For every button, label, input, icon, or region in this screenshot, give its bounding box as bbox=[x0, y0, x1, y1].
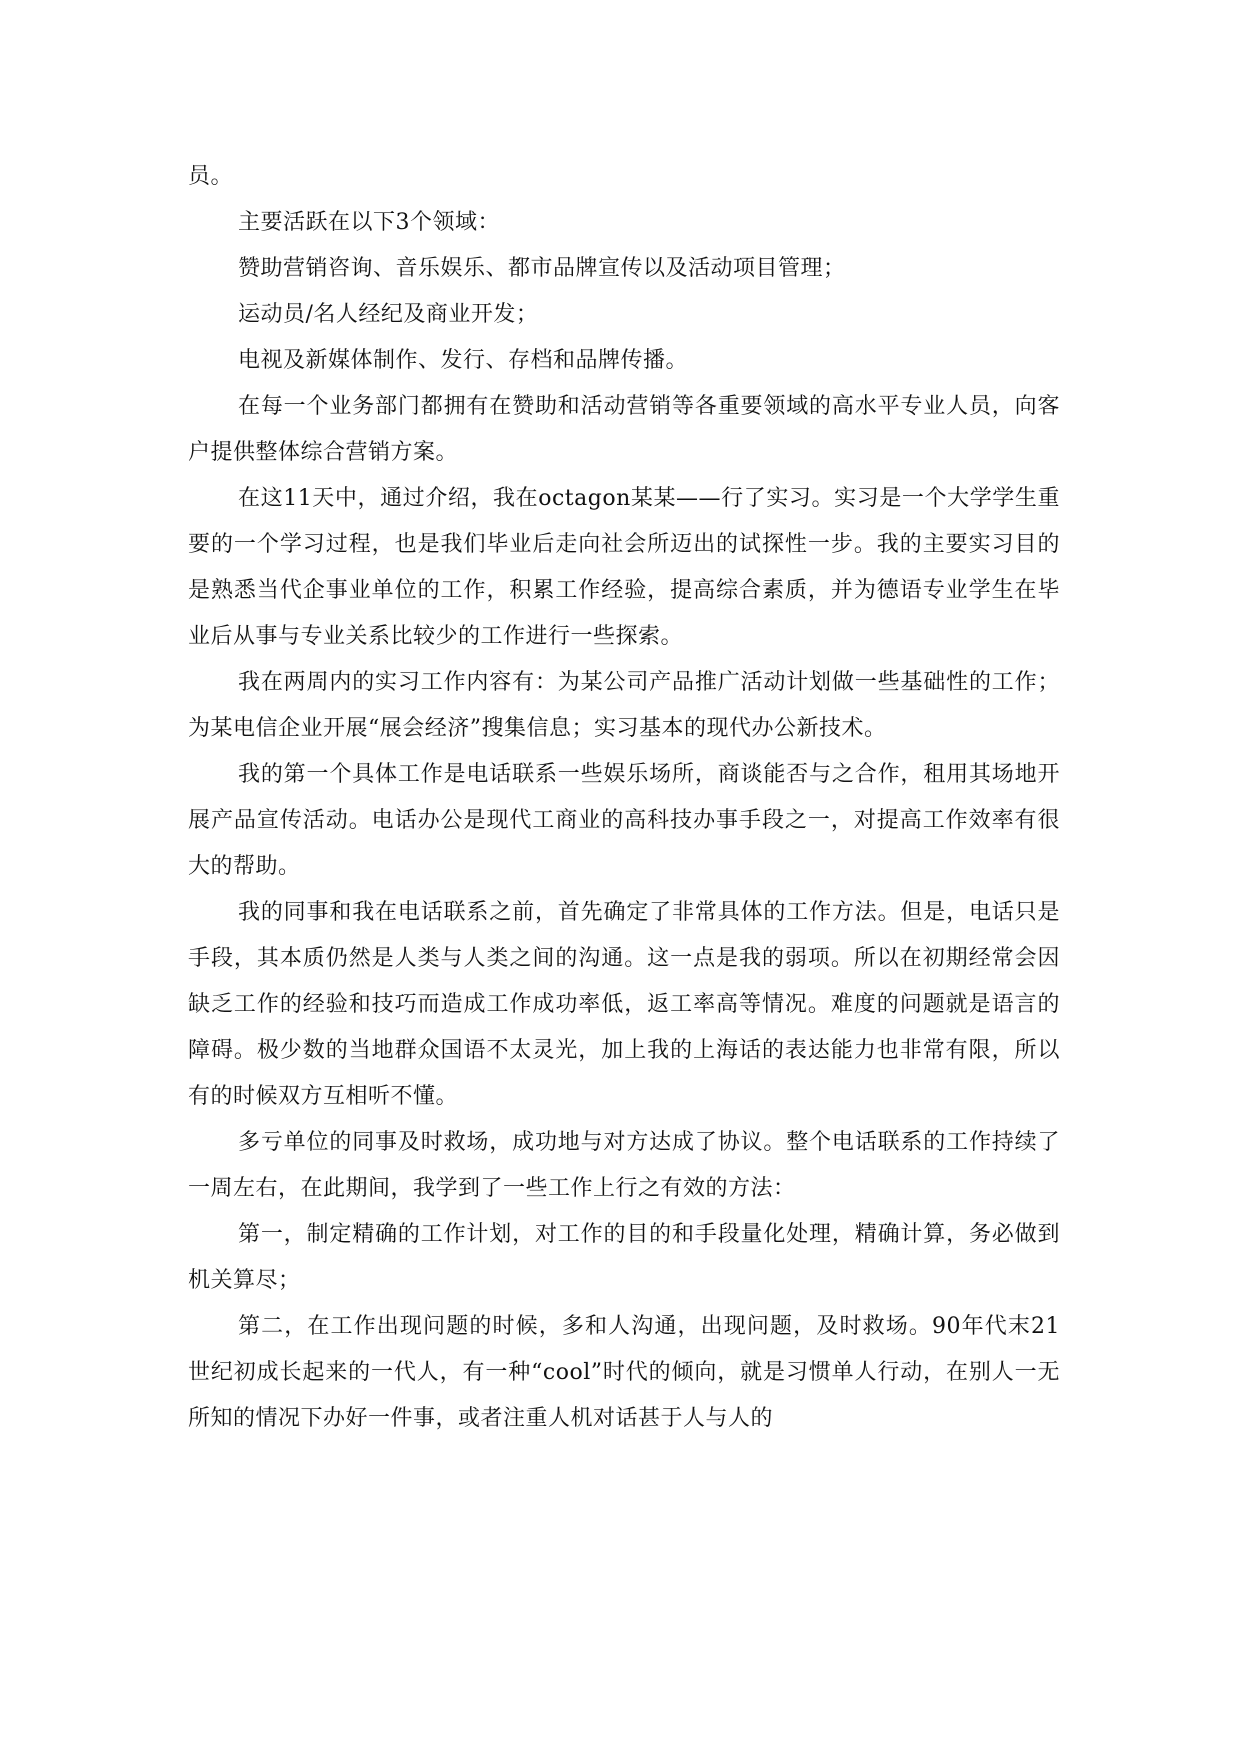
paragraph-6: 在这11天中，通过介绍，我在octagon某某——行了实习。实习是一个大学学生重要的一个学习过程，也是我们毕业后走向社会所迈出的试探性一步。我的主要实习目的是熟悉当代企事业单位的工作，积累工作经验，提高综合素质，并为德语专业学生在毕业后从事与专业关系比较少的工作进行一些探索。 bbox=[188, 486, 1060, 649]
paragraph-8: 我的第一个具体工作是电话联系一些娱乐场所，商谈能否与之合作，租用其场地开展产品宣传活动。电话办公是现代工商业的高科技办事手段之一，对提高工作效率有很大的帮助。 bbox=[188, 762, 1060, 879]
document-body bbox=[188, 154, 1060, 1442]
paragraph-7: 我在两周内的实习工作内容有：为某公司产品推广活动计划做一些基础性的工作；为某电信企业开展“展会经济”搜集信息；实习基本的现代办公新技术。 bbox=[188, 670, 1060, 741]
paragraph-5: 在每一个业务部门都拥有在赞助和活动营销等各重要领域的高水平专业人员，向客户提供整体综合营销方案。 bbox=[188, 394, 1060, 465]
paragraph-11: 第一，制定精确的工作计划，对工作的目的和手段量化处理，精确计算，务必做到机关算尽； bbox=[188, 1222, 1060, 1293]
paragraph-1: 主要活跃在以下3个领域： bbox=[238, 210, 500, 235]
paragraph-2: 赞助营销咨询、音乐娱乐、都市品牌宣传以及活动项目管理； bbox=[238, 256, 846, 281]
paragraph-0: 员。 bbox=[188, 164, 234, 189]
paragraph-12: 第二，在工作出现问题的时候，多和人沟通，出现问题，及时救场。90年代末21世纪初成长起来的一代人，有一种“cool”时代的倾向，就是习惯单人行动，在别人一无所知的情况下办好一件事，或者注重人机对话甚于人与人的 bbox=[188, 1314, 1060, 1431]
paragraph-4: 电视及新媒体制作、发行、存档和品牌传播。 bbox=[238, 348, 689, 373]
paragraph-9: 我的同事和我在电话联系之前，首先确定了非常具体的工作方法。但是，电话只是手段，其本质仍然是人类与人类之间的沟通。这一点是我的弱项。所以在初期经常会因缺乏工作的经验和技巧而造成工作成功率低，返工率高等情况。难度的问题就是语言的障碍。极少数的当地群众国语不太灵光，加上我的上海话的表达能力也非常有限，所以有的时候双方互相听不懂。 bbox=[188, 900, 1060, 1109]
paragraph-3: 运动员/名人经纪及商业开发； bbox=[238, 302, 539, 327]
paragraph-10: 多亏单位的同事及时救场，成功地与对方达成了协议。整个电话联系的工作持续了一周左右，在此期间，我学到了一些工作上行之有效的方法： bbox=[188, 1130, 1060, 1201]
